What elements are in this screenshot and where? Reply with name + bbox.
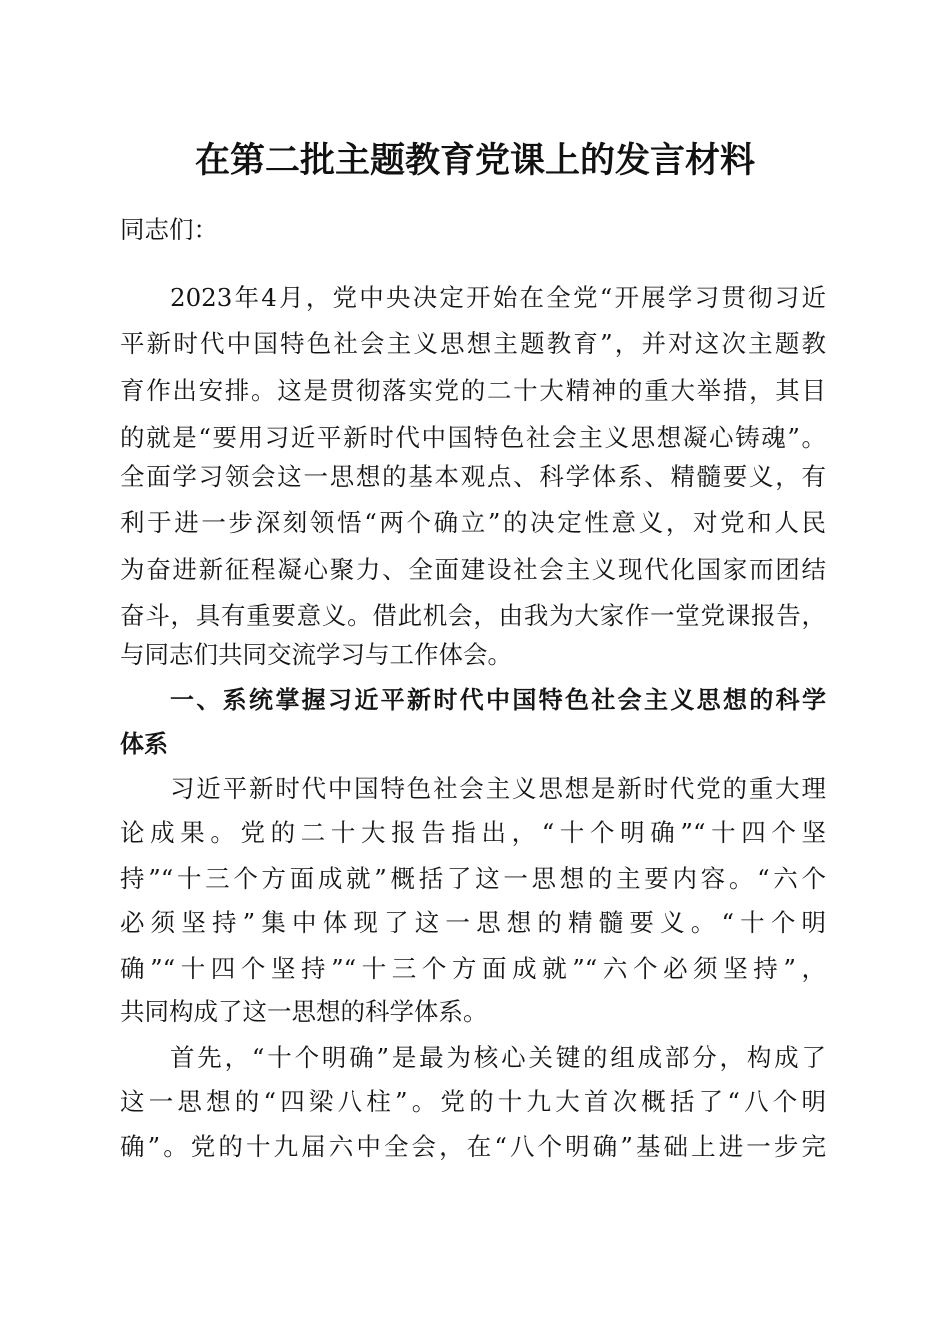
text-line: 确”“十四个坚持”“十三个方面成就”“六个必须坚持”， <box>120 954 826 983</box>
salutation: 同志们： <box>120 215 218 244</box>
text-line: 确”。党的十九届六中全会，在“八个明确”基础上进一步完 <box>120 1132 826 1161</box>
text-line: 这一思想的“四梁八柱”。党的十九大首次概括了“八个明 <box>120 1087 826 1116</box>
text-line: 利于进一步深刻领悟“两个确立”的决定性意义，对党和人民 <box>120 508 826 537</box>
text-line: 为奋进新征程凝心聚力、全面建设社会主义现代化国家而团结 <box>120 555 826 584</box>
text-line: 平新时代中国特色社会主义思想主题教育”，并对这次主题教 <box>120 329 826 358</box>
text-line: 论成果。党的二十大报告指出，“十个明确”“十四个坚 <box>120 818 826 847</box>
text-line: 育作出安排。这是贯彻落实党的二十大精神的重大举措，其目 <box>120 376 826 405</box>
text-line: 习近平新时代中国特色社会主义思想是新时代党的重大理 <box>170 774 826 803</box>
document-title: 在第二批主题教育党课上的发言材料 <box>194 140 755 181</box>
text-line: 奋斗，具有重要意义。借此机会，由我为大家作一堂党课报告， <box>120 601 826 630</box>
text-line: 与同志们共同交流学习与工作体会。 <box>120 640 512 669</box>
text-line: 共同构成了这一思想的科学体系。 <box>120 997 488 1026</box>
section-heading: 一、系统掌握习近平新时代中国特色社会主义思想的科学 <box>170 686 826 714</box>
text-line: 全面学习领会这一思想的基本观点、科学体系、精髓要义，有 <box>120 462 826 491</box>
text-line: 首先，“十个明确”是最为核心关键的组成部分，构成了 <box>170 1043 826 1072</box>
text-line: 必须坚持”集中体现了这一思想的精髓要义。“十个明 <box>120 908 826 937</box>
section-heading: 体系 <box>120 730 168 758</box>
text-line: 的就是“要用习近平新时代中国特色社会主义思想凝心铸魂”。 <box>120 423 826 452</box>
text-line: 2023年4月，党中央决定开始在全党“开展学习贯彻习近 <box>170 283 826 312</box>
text-line: 持”“十三个方面成就”概括了这一思想的主要内容。“六个 <box>120 864 826 893</box>
